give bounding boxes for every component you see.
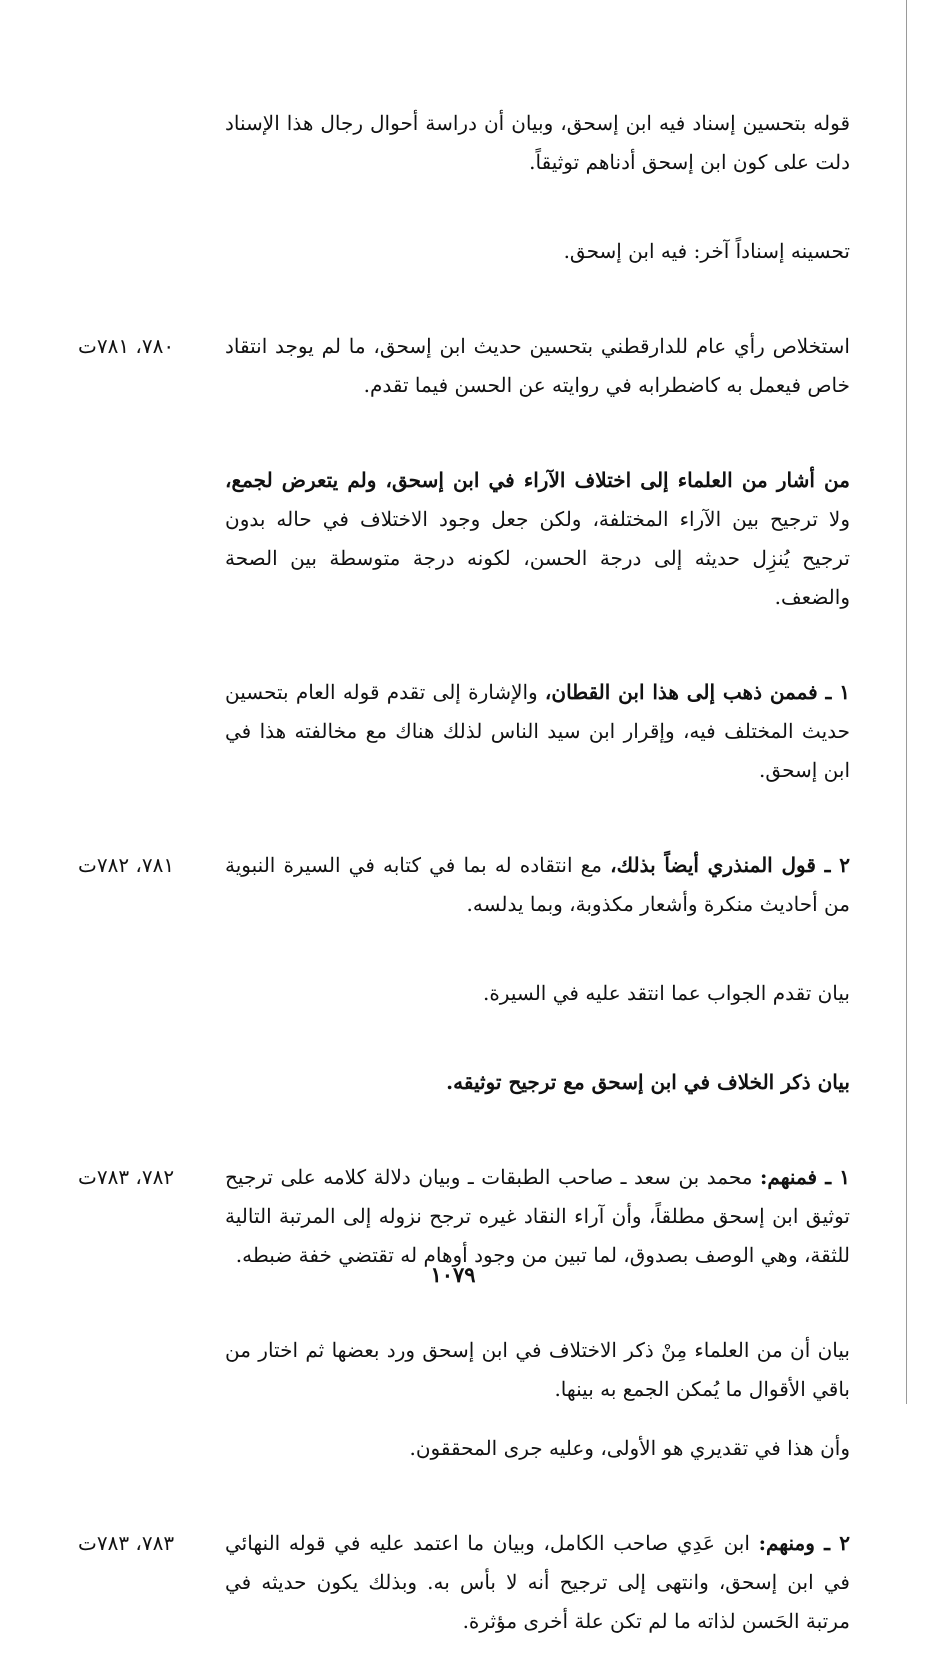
paragraph-body: والإشارة إلى تقدم قوله العام بتحسين حديث المختلف فيه، وإقرار ابن سيد الناس لذلك هناك مع مخالفته هذا في ابن إسحق. (225, 680, 850, 782)
paragraph-text (225, 1331, 850, 1409)
paragraph-text (225, 1524, 850, 1641)
paragraph-text (225, 104, 850, 182)
page-content (60, 84, 850, 1661)
page-edge-line (906, 0, 907, 1404)
paragraph-block (60, 673, 850, 790)
page-reference: ٧٨١، ٧٨٢ت (78, 853, 175, 877)
page-number: ١٠٧٩ (430, 1262, 476, 1287)
paragraph-lead: ٢ ـ قول المنذري أيضاً بذلك، (610, 853, 851, 877)
paragraph-block (60, 1524, 850, 1641)
paragraph-lead: من أشار من العلماء إلى اختلاف الآراء في ابن إسحق، ولم يتعرض لجمع، (225, 468, 850, 492)
page-reference: ٧٨٠، ٧٨١ت (78, 334, 175, 358)
paragraph-block (60, 974, 850, 1013)
paragraph-block (60, 1331, 850, 1409)
paragraph-block (60, 846, 850, 924)
section-heading (225, 1063, 850, 1102)
paragraph-block (60, 232, 850, 271)
paragraph-block (60, 327, 850, 405)
paragraph-text (225, 1158, 850, 1275)
paragraph-body: ولا ترجيح بين الآراء المختلفة، ولكن جعل وجود الاختلاف في حاله بدون ترجيح يُنزِل حديثه إلى درجة الحسن، لكونه درجة متوسطة بين الصحة والضعف. (225, 507, 850, 609)
paragraph-body: ابن عَدِي صاحب الكامل، وبيان ما اعتمد عليه في قوله النهائي في ابن إسحق، وانتهى إلى ترجيح أنه لا بأس به. وبذلك يكون حديثه في مرتبة الحَسن لذاته ما لم تكن علة أخرى مؤثرة. (225, 1531, 850, 1633)
paragraph-body: بيان تقدم الجواب عما انتقد عليه في السيرة. (482, 981, 850, 1005)
paragraph-body: محمد بن سعد ـ صاحب الطبقات ـ وبيان دلالة كلامه على ترجيح توثيق ابن إسحق مطلقاً، وأن آراء النقاد غيره ترجح نزوله إلى المرتبة التالية للثقة، وهي الوصف بصدوق، لما تبين من وجود أوهام له تقتضي خفة ضبطه. (225, 1165, 850, 1267)
paragraph-body: وأن هذا في تقديري هو الأولى، وعليه جرى المحققون. (409, 1436, 850, 1460)
paragraph-text (225, 974, 850, 1013)
paragraph-lead: ٢ ـ ومنهم: (758, 1531, 850, 1555)
page-reference: ٧٨٢، ٧٨٣ت (78, 1165, 175, 1189)
paragraph-block (60, 1063, 850, 1102)
paragraph-text (225, 673, 850, 790)
paragraph-text (225, 232, 850, 271)
paragraph-body: بيان ذكر الخلاف في ابن إسحق مع ترجيح توثيقه. (446, 1070, 850, 1094)
paragraph-lead: ١ ـ فممن ذهب إلى هذا ابن القطان، (544, 680, 850, 704)
paragraph-block (60, 104, 850, 182)
paragraph-body: قوله بتحسين إسناد فيه ابن إسحق، وبيان أن دراسة أحوال رجال هذا الإسناد دلت على كون ابن إسحق أدناهم توثيقاً. (225, 111, 850, 174)
paragraph-body: بيان أن من العلماء مِنْ ذكر الاختلاف في ابن إسحق ورد بعضها ثم اختار من باقي الأقوال ما يُمكن الجمع به بينها. (225, 1338, 850, 1401)
paragraph-block (60, 1429, 850, 1468)
paragraph-text (225, 1429, 850, 1468)
paragraph-body: استخلاص رأي عام للدارقطني بتحسين حديث ابن إسحق، ما لم يوجد انتقاد خاص فيعمل به كاضطرابه في روايته عن الحسن فيما تقدم. (225, 334, 850, 397)
page-reference: ٧٨٣، ٧٨٣ت (78, 1531, 175, 1555)
paragraph-body: تحسينه إسناداً آخر: فيه ابن إسحق. (563, 239, 850, 263)
paragraph-block (60, 461, 850, 617)
paragraph-body: مع انتقاده له بما في كتابه في السيرة النبوية من أحاديث منكرة وأشعار مكذوبة، وبما يدلسه. (225, 853, 850, 916)
paragraph-block (60, 1158, 850, 1275)
paragraph-text (225, 327, 850, 405)
paragraph-lead: ١ ـ فمنهم: (760, 1165, 850, 1189)
paragraph-text (225, 461, 850, 617)
paragraph-text (225, 846, 850, 924)
